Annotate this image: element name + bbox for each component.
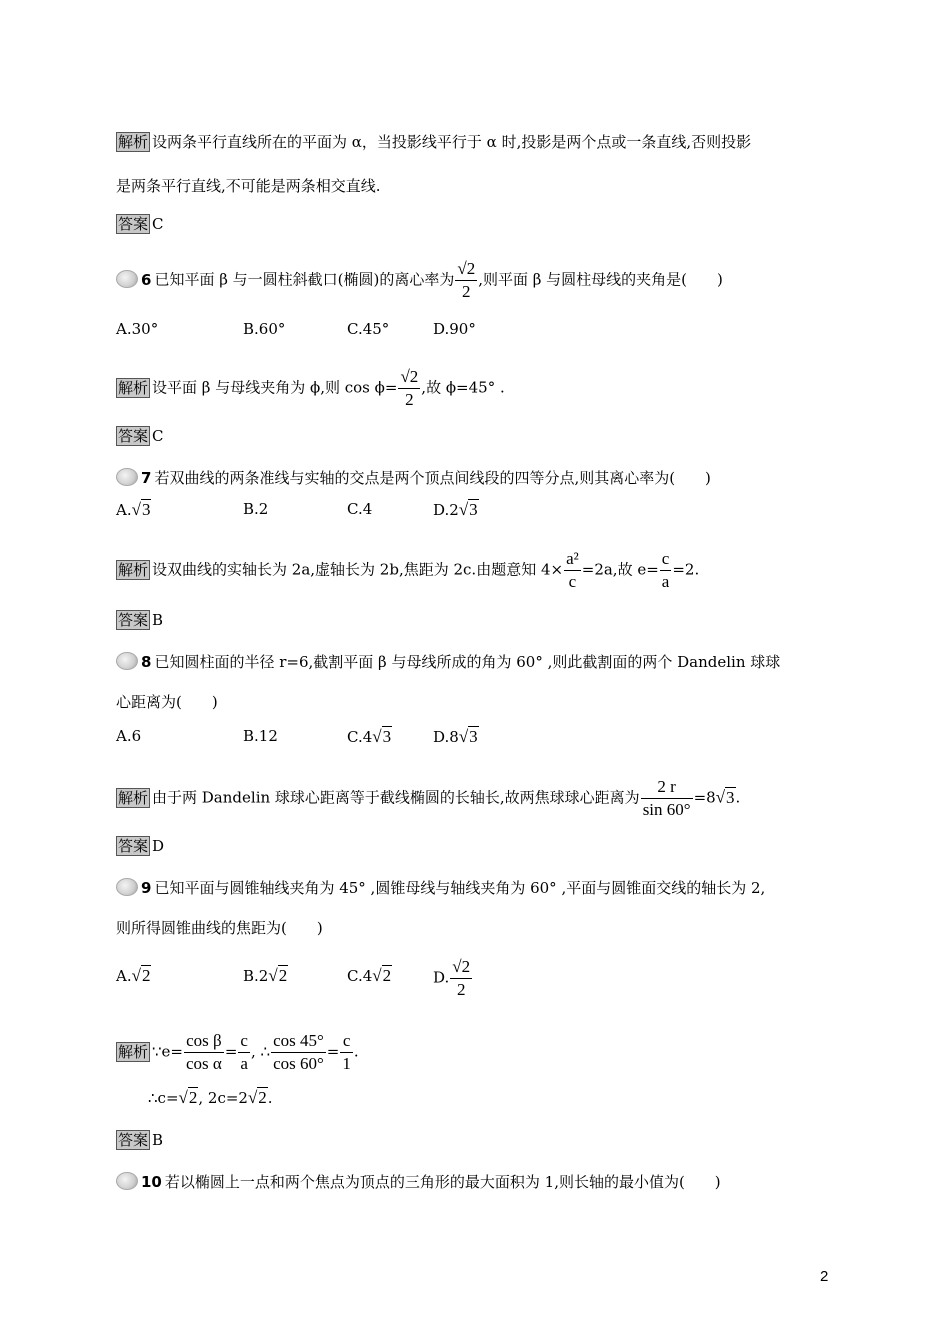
q5-analysis-line2: 是两条平行直线,不可能是两条相交直线. <box>116 177 381 195</box>
q6-answer <box>116 426 164 446</box>
q5-answer <box>116 214 164 234</box>
q7-analysis-a: 设双曲线的实轴长为 2a,虚轴长为 2b,焦距为 2c.由题意知 4× <box>152 560 564 579</box>
q9-fraction-cos45: $\frac{\cos 45^\circ}{\cos 60^\circ}$ <box>273 1031 324 1073</box>
q9-fraction-c-over-a: $\frac{c}{a}$ <box>240 1031 248 1073</box>
q7-stem <box>116 468 711 488</box>
q6-stem <box>116 258 723 303</box>
q6-analysis <box>116 366 505 411</box>
q9-number: 9 <box>141 879 152 897</box>
q7-answer <box>116 610 163 630</box>
q8-option-b: B.12 <box>243 727 278 745</box>
q6-answer-value: C <box>152 427 164 445</box>
q9-fraction-c-over-1: $\frac{c}{1}$ <box>342 1031 351 1073</box>
q8-fraction: $\frac{2 r}{\sin 60^\circ}$ <box>642 777 691 819</box>
q6-analysis-b: ,故 ϕ=45° . <box>421 378 505 397</box>
q7-option-a: A.√3 <box>116 500 151 519</box>
q7-stem-text: 若双曲线的两条准线与实轴的交点是两个顶点间线段的四等分点,则其离心率为( ) <box>154 469 711 487</box>
sqrt-3: √3 <box>131 500 151 519</box>
q10-stem-text: 若以椭圆上一点和两个焦点为顶点的三角形的最大面积为 1,则长轴的最小值为( ) <box>164 1173 721 1191</box>
answer-tag: 答案 <box>118 837 149 855</box>
q9-option-c: C.4√2 <box>347 966 392 985</box>
q5-answer-value: C <box>152 215 164 233</box>
q10-stem <box>116 1172 721 1192</box>
question-bubble-icon <box>116 270 138 288</box>
q9-analysis-a: ∵e= <box>152 1042 184 1061</box>
q8-option-c: C.4√3 <box>347 727 392 746</box>
q6-analysis-frac-num: √2 <box>398 366 420 389</box>
q7-fraction-c-over-a: $\frac{c}{a}$ <box>661 549 670 591</box>
answer-tag: 答案 <box>118 215 149 233</box>
q8-stem-line1 <box>116 652 780 672</box>
sqrt-2: √2 <box>178 1088 198 1107</box>
q9-fraction-cos: $\frac{\text{cos β}}{\text{cos α}}$ <box>186 1031 222 1073</box>
sqrt-3: √3 <box>715 787 735 807</box>
q6-frac-den: 2 <box>462 282 471 301</box>
q7-option-b: B.2 <box>243 500 269 518</box>
question-bubble-icon <box>116 652 138 670</box>
q5-analysis-line1 <box>116 132 751 152</box>
q7-number: 7 <box>141 469 152 487</box>
analysis-tag: 解析 <box>118 1042 149 1061</box>
q7-fraction-a2-over-c: $\frac{\text{a²}}{c}$ <box>566 549 579 591</box>
q9-answer <box>116 1130 163 1150</box>
q9-analysis-line2: ∴c=√2, 2c=2√2. <box>148 1088 273 1107</box>
sqrt-2: √2 <box>131 966 151 985</box>
q6-fraction <box>455 258 477 303</box>
q8-number: 8 <box>141 653 152 671</box>
answer-tag: 答案 <box>118 1131 149 1149</box>
sqrt-2: √2 <box>268 966 288 985</box>
q8-answer <box>116 836 164 856</box>
question-bubble-icon <box>116 878 138 896</box>
q8-stem-a: 已知圆柱面的半径 r=6,截割平面 β 与母线所成的角为 60° ,则此截割面的两个 Dandelin 球球 <box>154 653 781 671</box>
answer-tag: 答案 <box>118 427 149 445</box>
q6-analysis-a: 设平面 β 与母线夹角为 ϕ,则 cos ϕ= <box>152 378 398 397</box>
q8-analysis-b: =8 <box>693 788 716 807</box>
q8-option-d: D.8√3 <box>433 727 478 746</box>
q7-analysis-b: =2a,故 e= <box>581 560 659 579</box>
q9-option-d: D. $\frac{√2}{2}$ <box>433 957 471 999</box>
q6-frac-num: √2 <box>455 258 477 281</box>
sqrt-3: √3 <box>372 727 392 746</box>
q6-option-d: D.90° <box>433 320 476 338</box>
q6-option-a: A.30° <box>116 320 159 338</box>
q8-option-a: A.6 <box>116 727 142 745</box>
q9-stem-line1 <box>116 878 765 898</box>
q8-analysis-a: 由于两 Dandelin 球球心距离等于截线椭圆的长轴长,故两焦球球心距离为 <box>152 788 640 807</box>
analysis-tag: 解析 <box>118 378 149 397</box>
q9-option-d-fraction: $\frac{√2}{2}$ <box>452 957 471 999</box>
q7-option-d: D.2√3 <box>433 500 478 519</box>
q9-option-b: B.2√2 <box>243 966 288 985</box>
q9-stem-a: 已知平面与圆锥轴线夹角为 45° ,圆锥母线与轴线夹角为 60° ,平面与圆锥面交线的轴长为 2, <box>154 879 766 897</box>
answer-tag: 答案 <box>118 611 149 629</box>
analysis-tag: 解析 <box>118 788 149 807</box>
analysis-tag: 解析 <box>118 133 149 151</box>
q9-answer-value: B <box>152 1131 164 1149</box>
q6-analysis-frac-den: 2 <box>405 390 414 409</box>
q9-analysis: 解析 ∵e= $\frac{\text{cos β}}{\text{cos α}}$ = $\frac{c}{a}$ , ∴ $\frac{\cos 45^\circ}{\cos 60^\circ}$ = $\frac{c}{1}$ . <box>118 1031 359 1073</box>
q7-answer-value: B <box>152 611 164 629</box>
question-bubble-icon <box>116 1172 138 1190</box>
q5-analysis-text: 设两条平行直线所在的平面为 α，当投影线平行于 α 时,投影是两个点或一条直线,否则投影 <box>152 133 752 151</box>
sqrt-3: √3 <box>458 500 478 519</box>
question-bubble-icon <box>116 468 138 486</box>
sqrt-3: √3 <box>458 727 478 746</box>
q9-option-a: A.√2 <box>116 966 151 985</box>
q6-option-c: C.45° <box>347 320 390 338</box>
q9-stem-line2: 则所得圆锥曲线的焦距为( ) <box>116 919 323 937</box>
q8-analysis: 解析 由于两 Dandelin 球球心距离等于截线椭圆的长轴长,故两焦球球心距离为 $\frac{2 r}{\sin 60^\circ}$ =8√3. <box>118 777 741 819</box>
q6-number: 6 <box>141 270 152 289</box>
q8-stem-line2: 心距离为( ) <box>116 693 218 711</box>
q7-analysis-c: =2. <box>672 560 700 579</box>
sqrt-2: √2 <box>247 1088 267 1107</box>
sqrt-2: √2 <box>372 966 392 985</box>
q6-option-b: B.60° <box>243 320 286 338</box>
q6-analysis-fraction <box>398 366 420 411</box>
q7-analysis <box>116 548 699 593</box>
q7-option-c: C.4 <box>347 500 373 518</box>
q6-stem-b: ,则平面 β 与圆柱母线的夹角是( ) <box>478 270 723 289</box>
page-number: 2 <box>820 1268 829 1285</box>
q10-number: 10 <box>141 1173 162 1191</box>
q8-answer-value: D <box>152 837 165 855</box>
q6-stem-a: 已知平面 β 与一圆柱斜截口(椭圆)的离心率为 <box>154 270 455 289</box>
analysis-tag: 解析 <box>118 560 149 579</box>
